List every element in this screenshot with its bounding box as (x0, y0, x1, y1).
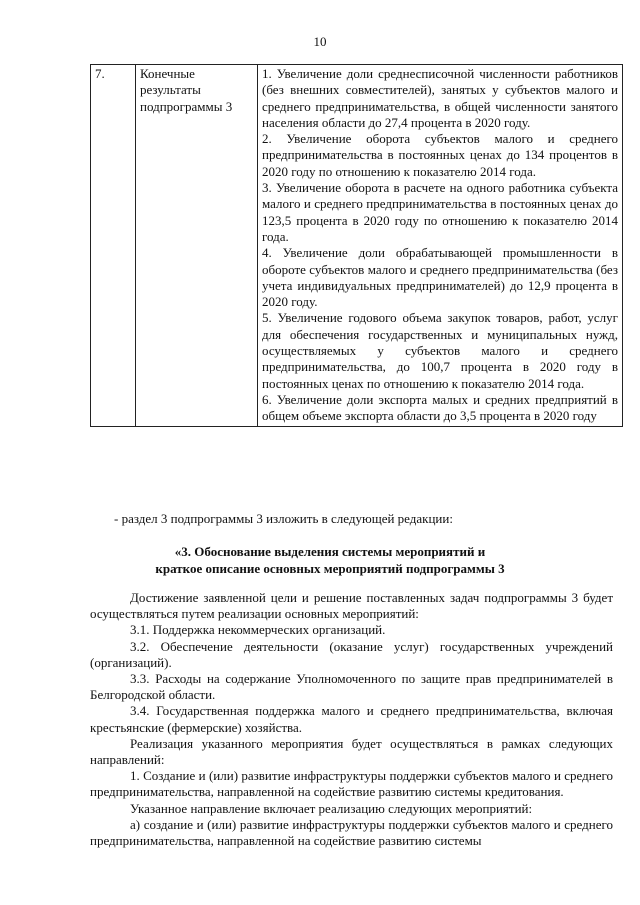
paragraph: 1. Создание и (или) развитие инфраструктуры поддержки субъектов малого и среднего предпринимательства, направленной на содействие развитию системы кредитования. (90, 768, 613, 800)
paragraph: а) создание и (или) развитие инфраструктуры поддержки субъектов малого и среднего предпринимательства, направленной на содействие развитию системы (90, 816, 613, 849)
paragraph: 3.3. Расходы на содержание Уполномоченного по защите прав предпринимателей в Белгородской области. (90, 671, 613, 703)
row-label: Конечные результаты подпрограммы 3 (136, 65, 258, 427)
result-item-3: 3. Увеличение оборота в расчете на одного работника субъекта малого и среднего предпринимательства в постоянных ценах до 123,5 процента в 2020 году по отношению к показателю 2014 года. (262, 180, 618, 244)
row-number: 7. (91, 65, 136, 427)
table-row (91, 65, 623, 427)
paragraph: 3.2. Обеспечение деятельности (оказание услуг) государственных учреждений (организаций). (90, 638, 613, 670)
results-table (90, 64, 623, 427)
page-number: 10 (313, 34, 327, 49)
row-content (258, 65, 623, 427)
paragraph: Реализация указанного мероприятия будет осуществляться в рамках следующих направлений: (90, 735, 613, 768)
result-item-6: 6. Увеличение доли экспорта малых и средних предприятий в общем объеме экспорта области до 3,5 процента в 2020 году (262, 391, 618, 424)
paragraph: Указанное направление включает реализацию следующих мероприятий: (130, 800, 533, 816)
result-item-5: 5. Увеличение годового объема закупок товаров, работ, услуг для обеспечения государственных и муниципальных нужд, осуществляемых у субъектов малого и среднего предпринимательства, до 100,7 процента в 2020 году в постоянных ценах по отношению к показателю 2014 года. (262, 310, 618, 391)
paragraph: Достижение заявленной цели и решение поставленных задач подпрограммы 3 будет осуществляться путем реализации основных мероприятий: (90, 590, 613, 622)
paragraph: 3.1. Поддержка некоммерческих организаций. (130, 622, 386, 638)
result-item-4: 4. Увеличение доли обрабатывающей промышленности в обороте субъектов малого и среднего предпринимательства (без учета индивидуальных предпринимателей) до 12,9 процента в 2020 году. (262, 245, 618, 310)
result-item-2: 2. Увеличение оборота субъектов малого и среднего предпринимательства в постоянных ценах до 134 процентов в 2020 году по отношению к показателю 2014 года. (262, 131, 618, 179)
section-title: «3. Обоснование выделения системы мероприятий и краткое описание основных мероприятий подпрограммы 3 (155, 544, 505, 576)
intro-line: - раздел 3 подпрограммы 3 изложить в следующей редакции: (114, 511, 453, 526)
section-body (90, 590, 613, 849)
paragraph: 3.4. Государственная поддержка малого и среднего предпринимательства, включая крестьянские (фермерские) хозяйства. (90, 703, 613, 735)
result-item-1: 1. Увеличение доли среднесписочной численности работников (без внешних совместителей), занятых у субъектов малого и среднего предпринимательства, в общей численности занятого населения области до 27,4 процента в 2020 году. (262, 66, 618, 130)
